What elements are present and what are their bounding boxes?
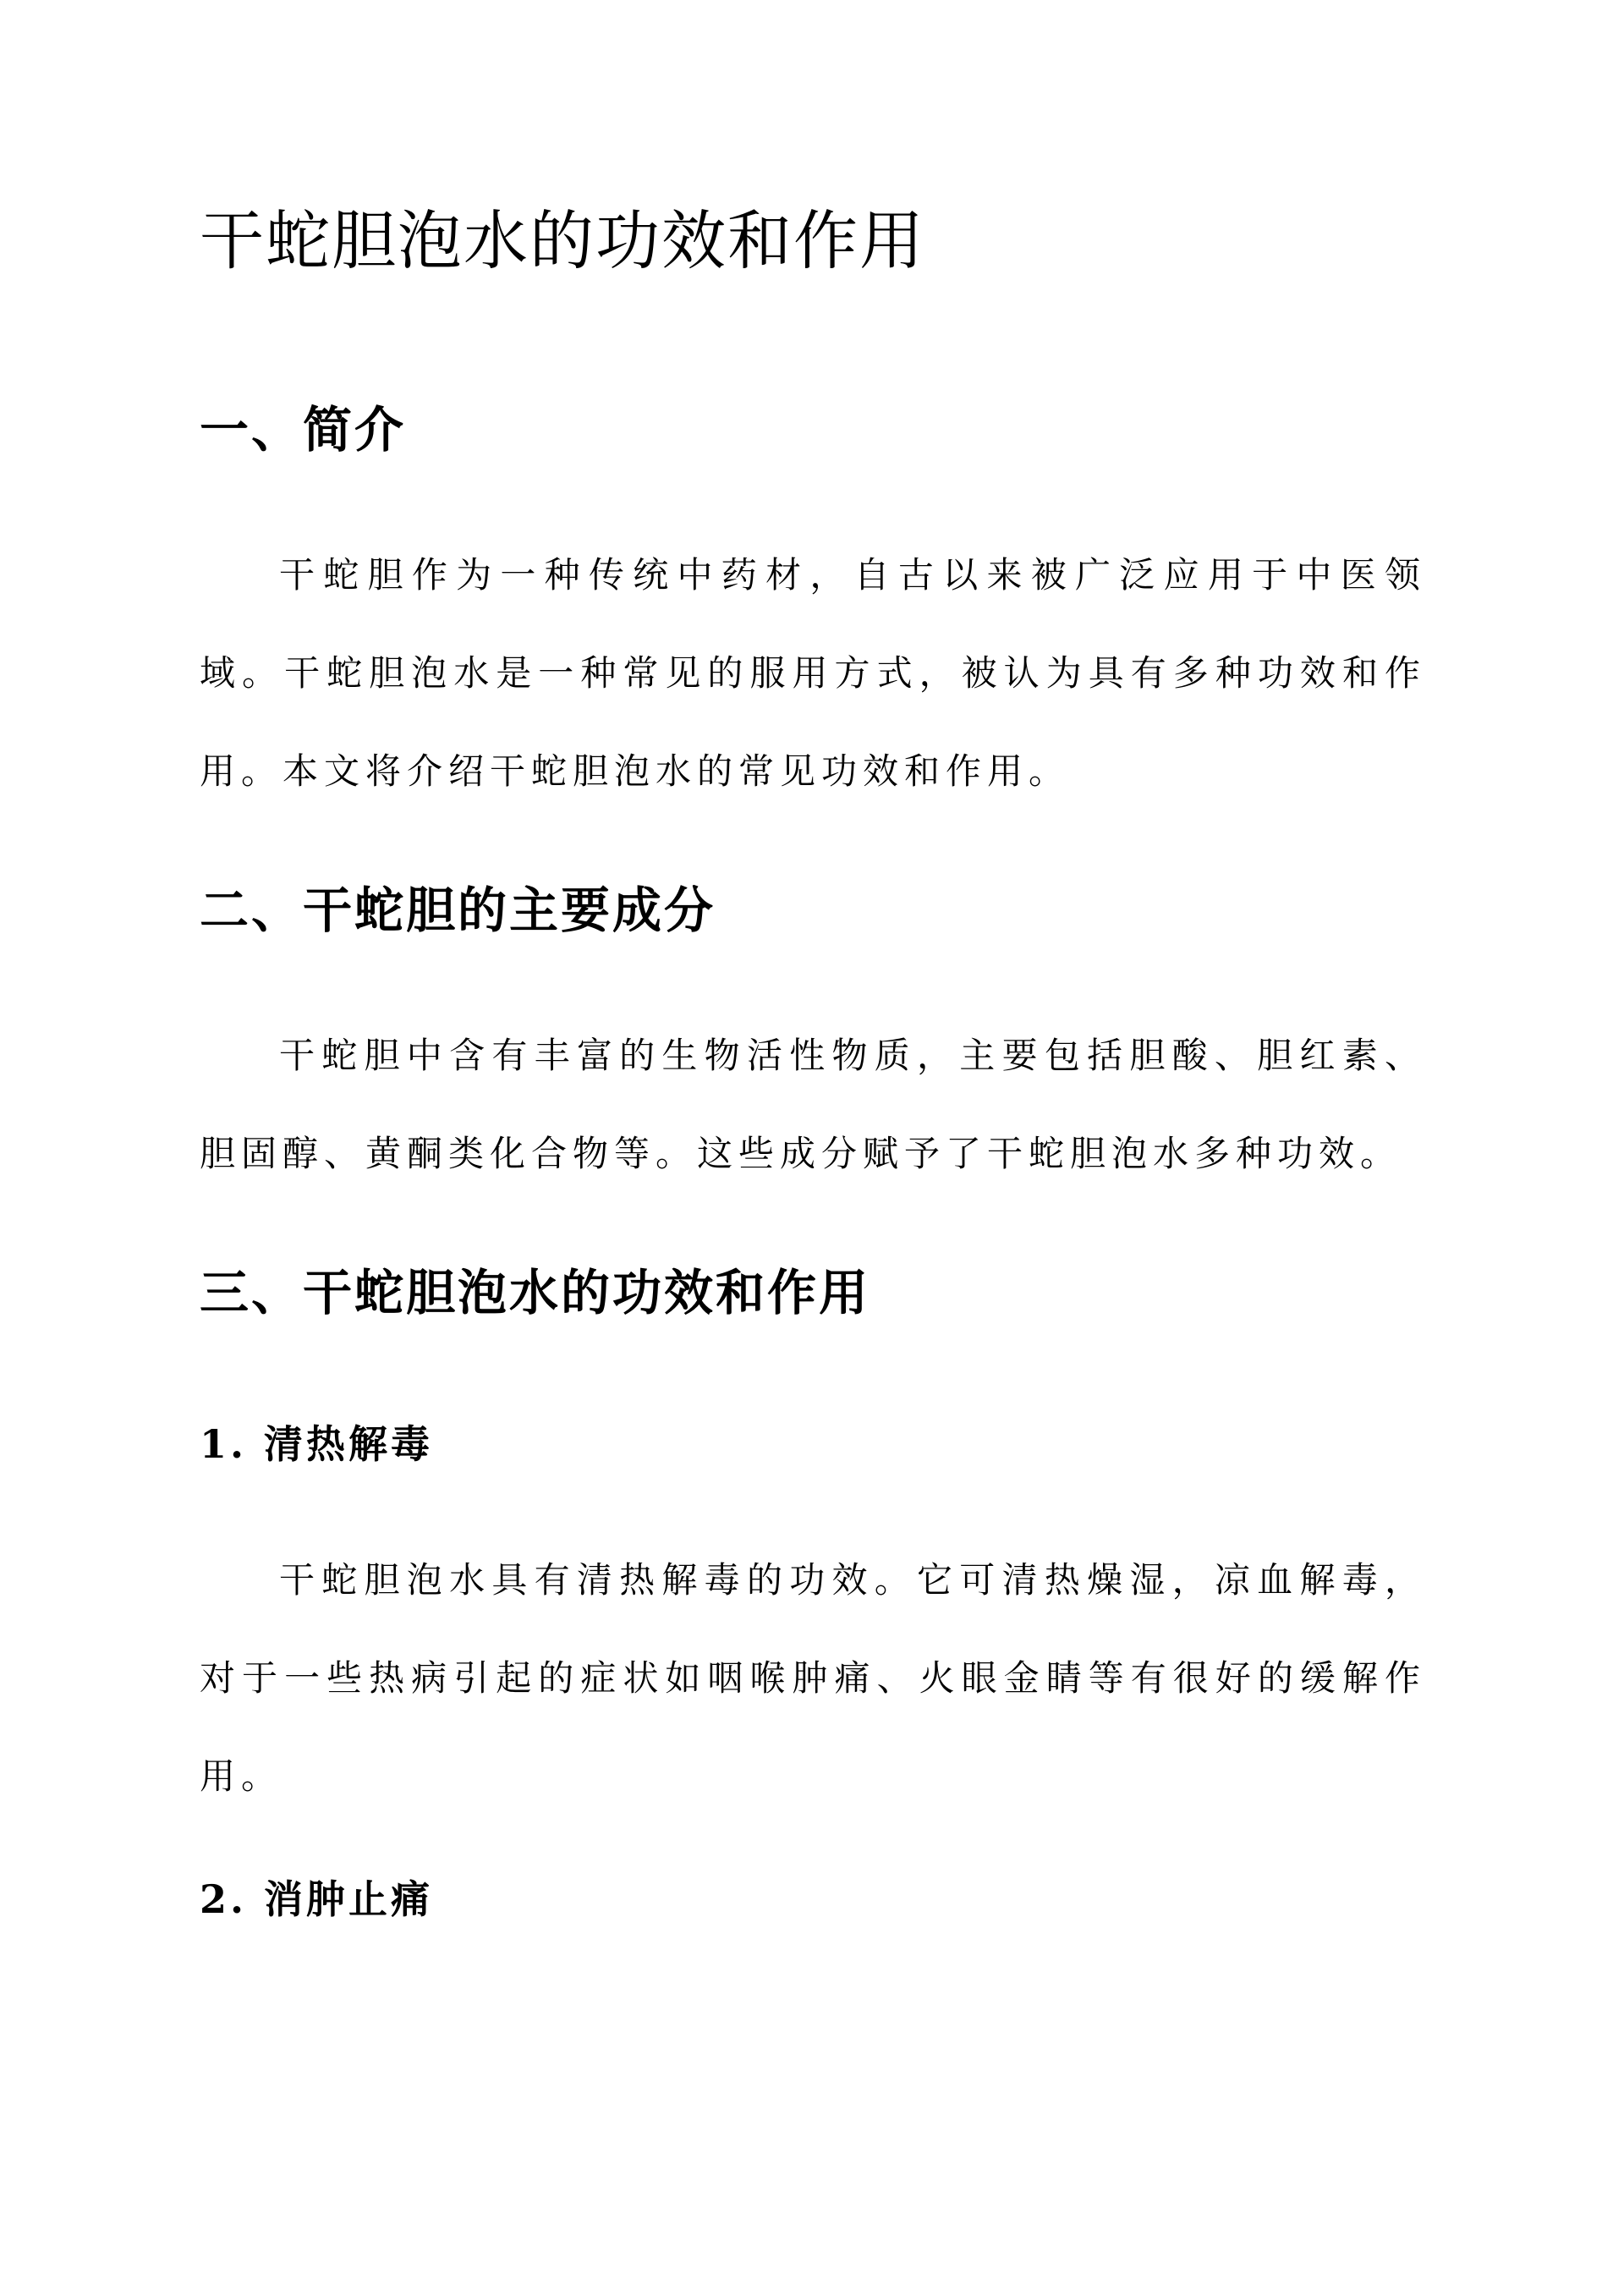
subsection-paragraph-detox: 干蛇胆泡水具有清热解毒的功效。它可清热燥湿，凉血解毒，对于一些热病引起的症状如咽喉肿痛、火眼金睛等有很好的缓解作用。 <box>200 1559 1426 1797</box>
section-paragraph-ingredients: 干蛇胆中含有丰富的生物活性物质，主要包括胆酸、胆红素、胆固醇、黄酮类化合物等。这些成分赋予了干蛇胆泡水多种功效。 <box>200 1035 1426 1174</box>
section-paragraph-intro: 干蛇胆作为一种传统中药材，自古以来被广泛应用于中医领域。干蛇胆泡水是一种常见的服用方式，被认为具有多种功效和作用。本文将介绍干蛇胆泡水的常见功效和作用。 <box>200 554 1426 792</box>
section-heading-ingredients: 二、干蛇胆的主要成分 <box>200 882 716 939</box>
section-heading-effects: 三、干蛇胆泡水的功效和作用 <box>200 1264 871 1321</box>
section-heading-intro: 一、简介 <box>200 401 407 459</box>
subsection-heading-detox: 1. 清热解毒 <box>200 1421 434 1467</box>
subsection-heading-swelling: 2. 消肿止痛 <box>200 1876 434 1922</box>
document-title: 干蛇胆泡水的功效和作用 <box>200 203 925 278</box>
